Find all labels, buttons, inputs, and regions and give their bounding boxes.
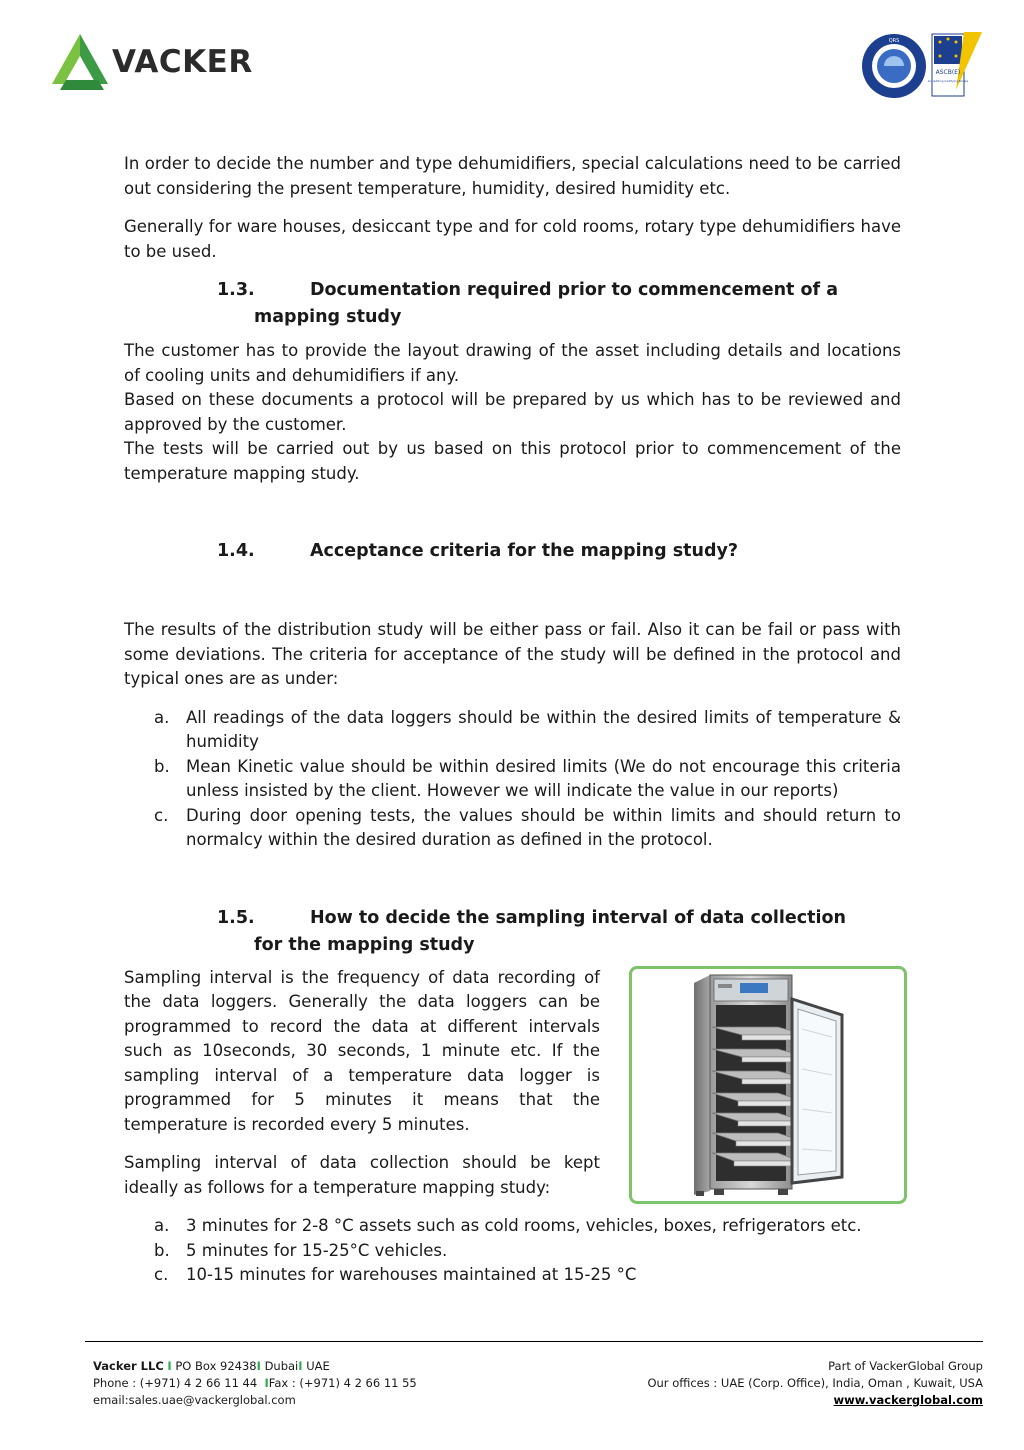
ascb-sub-label: Accrediting Certifying Bodies [927, 79, 969, 83]
section-1-5-paragraph-1: Sampling interval is the frequency of data recording of the data loggers. Generally the data loggers can be programmed to record the data at different intervals such as 10seconds, 30 seconds, 1 minute etc. If the sampling interval of a temperature data logger is programmed for 5 minutes it means that the temperature is recorded every 5 minutes. [124, 967, 600, 1134]
list-item-text: 10-15 minutes for warehouses maintained at 15-25 °C [186, 1265, 637, 1284]
intro-paragraph-1: In order to decide the number and type dehumidifiers, special calculations need to be carried out considering the present temperature, humidity, desired humidity etc. [124, 154, 901, 198]
qrs-badge-icon [862, 34, 926, 98]
list-item [124, 1263, 901, 1288]
section-number: 1.3. [217, 280, 255, 300]
section-1-3-heading [124, 277, 901, 331]
section-title: Documentation required prior to commencement of a [310, 280, 839, 300]
footer-right [647, 1358, 983, 1409]
section-title-continued: for the mapping study [254, 934, 475, 955]
footer-fax: Fax : (+971) 4 2 66 11 55 [268, 1376, 417, 1390]
footer-city: Dubai [264, 1359, 299, 1373]
footer-email: email:sales.uae@vackerglobal.com [93, 1393, 296, 1407]
list-item-text: All readings of the data loggers should be within the desired limits of temperature & humidity [186, 707, 901, 751]
footer-separator: I [256, 1359, 261, 1373]
footer-company: Vacker LLC [93, 1359, 164, 1373]
list-marker: a. [154, 707, 170, 727]
acceptance-criteria-list [124, 706, 901, 853]
section-1-5-paragraph-2: Sampling interval of data collection should be kept ideally as follows for a temperature mapping study: [124, 1153, 600, 1197]
list-item [124, 1239, 901, 1264]
footer-group: Part of VackerGlobal Group [828, 1359, 983, 1373]
list-item [124, 804, 901, 853]
section-1-5-heading [124, 905, 901, 959]
footer-separator: I [264, 1376, 269, 1390]
section-1-3-paragraph-1: The customer has to provide the layout drawing of the asset including details and locations of cooling units and dehumidifiers if any. [124, 341, 901, 385]
section-1-4-heading [124, 538, 901, 565]
footer-country: UAE [306, 1359, 330, 1373]
list-item-text: 5 minutes for 15-25°C vehicles. [186, 1240, 448, 1260]
list-item-text: During door opening tests, the values should be within limits and should return to normalcy within the desired duration as defined in the protocol. [186, 805, 901, 849]
section-1-3-paragraph-2: Based on these documents a protocol will be prepared by us which has to be reviewed and approved by the customer. [124, 390, 901, 434]
footer-divider [85, 1341, 983, 1342]
footer-phone: Phone : (+971) 4 2 66 11 44 [93, 1376, 258, 1390]
certification-badges [860, 30, 985, 100]
section-title: Acceptance criteria for the mapping study? [310, 541, 739, 561]
footer-pobox: PO Box 92438 [175, 1359, 257, 1373]
footer-left [93, 1358, 417, 1409]
intro-paragraph-2: Generally for ware houses, desiccant type and for cold rooms, rotary type dehumidifiers have to be used. [124, 217, 901, 261]
list-marker: b. [154, 756, 170, 776]
list-item-text: Mean Kinetic value should be within desired limits (We do not encourage this criteria unless insisted by the client. However we will indicate the value in our reports) [186, 756, 901, 800]
pharmacy-refrigerator-icon [632, 969, 904, 1201]
brand-name: VACKER [112, 44, 253, 80]
list-item [124, 755, 901, 804]
refrigerator-image [629, 966, 907, 1204]
ascb-label: ASCB(E) [935, 69, 961, 76]
footer-offices: Our offices : UAE (Corp. Office), India, Oman , Kuwait, USA [647, 1376, 983, 1390]
footer-website-link[interactable]: www.vackerglobal.com [833, 1393, 983, 1407]
footer-separator: I [298, 1359, 303, 1373]
section-number: 1.5. [217, 907, 255, 928]
list-marker: b. [154, 1240, 170, 1260]
section-1-3-paragraph-3: The tests will be carried out by us based on this protocol prior to commencement of the temperature mapping study. [124, 439, 901, 483]
vacker-logo [50, 32, 260, 94]
footer-contact-line [93, 1375, 417, 1392]
vacker-logo-mark-icon [50, 32, 114, 94]
list-item [124, 706, 901, 755]
footer-address-line [93, 1358, 417, 1375]
qrs-label: QRS [888, 38, 900, 44]
list-marker: c. [154, 1265, 169, 1284]
footer-separator: I [167, 1359, 172, 1373]
list-marker: a. [154, 1216, 170, 1235]
section-number: 1.4. [217, 541, 255, 561]
sampling-interval-list [124, 1214, 901, 1288]
list-item-text: 3 minutes for 2-8 °C assets such as cold rooms, vehicles, boxes, refrigerators etc. [186, 1216, 862, 1235]
section-title: How to decide the sampling interval of data collection [310, 907, 846, 928]
section-title-continued: mapping study [254, 307, 402, 327]
list-marker: c. [154, 805, 169, 825]
section-1-4-paragraph: The results of the distribution study will be either pass or fail. Also it can be fail or pass with some deviations. The criteria for acceptance of the study will be defined in the protocol and typical ones are as under: [124, 620, 901, 688]
list-item [124, 1214, 901, 1239]
ascb-badge-icon [928, 32, 982, 96]
